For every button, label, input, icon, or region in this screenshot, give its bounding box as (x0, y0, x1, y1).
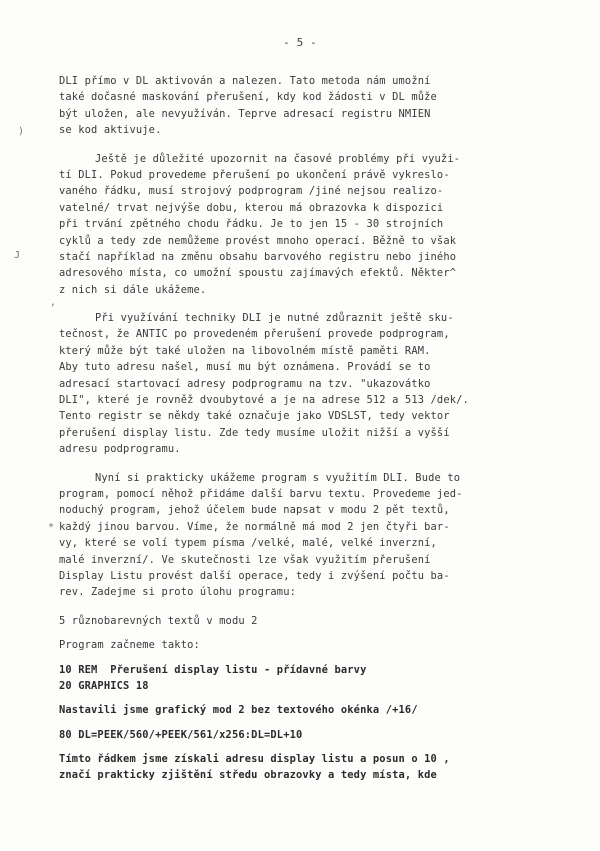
paragraph-2 (59, 151, 529, 299)
text-line: stačí například na změnu obsahu barvového registru nebo jiného (59, 250, 457, 263)
text-line: rev. Zadejme si proto úlohu programu: (59, 586, 297, 599)
text-line: při trvání zpětného chodu řádku. Je to jen 15 - 30 strojních (59, 218, 444, 231)
text-line: Tímto řádkem jsme získali adresu display listu a posun o 10 , (59, 753, 450, 766)
note-2 (59, 751, 529, 784)
text-line: adresového místa, co umožní spoustu zajímavých efektů. Někter^ (59, 267, 457, 280)
text-line: Nastavili jsme grafický mod 2 bez textového okénka /+16/ (59, 704, 418, 717)
text-line: který může být také uložen na libovolném místě paměti RAM. (59, 344, 431, 357)
paragraph-1 (59, 73, 529, 139)
task-line (59, 613, 529, 629)
text-line: DLI", které je rovněž dvoubytové a je na adrese 512 a 513 /dek/. (59, 394, 469, 407)
text-line: Display Listu provést další operace, tedy i zvýšení počtu ba- (59, 569, 450, 582)
text-line: 5 různobarevných textů v modu 2 (59, 614, 258, 627)
margin-mark: , (50, 297, 57, 308)
text-line: adresu podprogramu. (59, 443, 181, 456)
text-line: každý jinou barvou. Víme, že normálně má mod 2 jen čtyři bar- (59, 520, 450, 533)
paragraph-4 (59, 470, 529, 601)
text-line: se kod aktivuje. (59, 124, 162, 137)
margin-mark: * (48, 522, 55, 533)
text-line: z nich si dále ukážeme. (59, 283, 207, 296)
text-line: Tento registr se někdy také označuje jako VDSLST, tedy vektor (59, 410, 450, 423)
text-line: také dočasné maskování přerušení, kdy kod žádosti v DL může (59, 91, 437, 104)
text-line: Ještě je důležité upozornit na časové problémy při využi- (95, 152, 461, 165)
page-number: - 5 - (283, 36, 317, 49)
text-line: adresací startovací adresy podprogramu na tzv. "ukazovátko (59, 377, 431, 390)
body-text (59, 73, 529, 796)
text-line: značí prakticky zjištění středu obrazovky a tedy místa, kde (59, 769, 437, 782)
text-line: cyklů a tedy zde nemůžeme provést mnoho operací. Běžně to však (59, 234, 457, 247)
code-line: 20 GRAPHICS 18 (59, 679, 149, 692)
note-1 (59, 702, 529, 718)
margin-mark: J (14, 250, 21, 261)
text-line: program, pomocí něhož přidáme další barvu textu. Provedeme jed- (59, 487, 463, 500)
code-line-80 (59, 727, 529, 743)
margin-mark: ) (18, 126, 25, 137)
program-intro (59, 637, 529, 653)
text-line: Při využívání techniky DLI je nutné zdůraznit ještě sku- (95, 312, 454, 325)
text-line: tečnost, že ANTIC po provedeném přerušení provede podprogram, (59, 328, 450, 341)
code-line: 10 REM Přerušení display listu - přídavné barvy (59, 663, 367, 676)
text-line: přerušení display listu. Zde tedy musíme uložit nižší a vyšší (59, 426, 450, 439)
text-line: vatelné/ trvat nejvýše dobu, kterou má obrazovka k dispozici (59, 201, 444, 214)
paragraph-3 (59, 310, 529, 458)
text-line: DLI přímo v DL aktivován a nalezen. Tato metoda nám umožní (59, 75, 431, 87)
text-line: tí DLI. Pokud provedeme přerušení po ukončení právě vykreslo- (59, 168, 450, 181)
text-line: vaného řádku, musí strojový podprogram /jiné nejsou realizo- (59, 185, 444, 198)
text-line: Aby tuto adresu našel, musí mu být oznámena. Provádí se to (59, 361, 431, 374)
text-line: malé inverzní/. Ve skutečnosti lze však využitím přerušení (59, 553, 431, 566)
text-line: Nyní si prakticky ukážeme program s využitím DLI. Bude to (95, 471, 461, 484)
text-line: vy, které se volí typem písma /velké, malé, velké inverzní, (59, 537, 437, 550)
code-block-1 (59, 662, 529, 695)
text-line: noduchý program, jehož účelem bude napsat v modu 2 pět textů, (59, 504, 450, 517)
code-line: 80 DL=PEEK/560/+PEEK/561/x256:DL=DL+10 (59, 728, 303, 741)
text-line: být uložen, ale nevyužíván. Teprve adresací registru NMIEN (59, 107, 431, 120)
text-line: Program začneme takto: (59, 639, 200, 652)
